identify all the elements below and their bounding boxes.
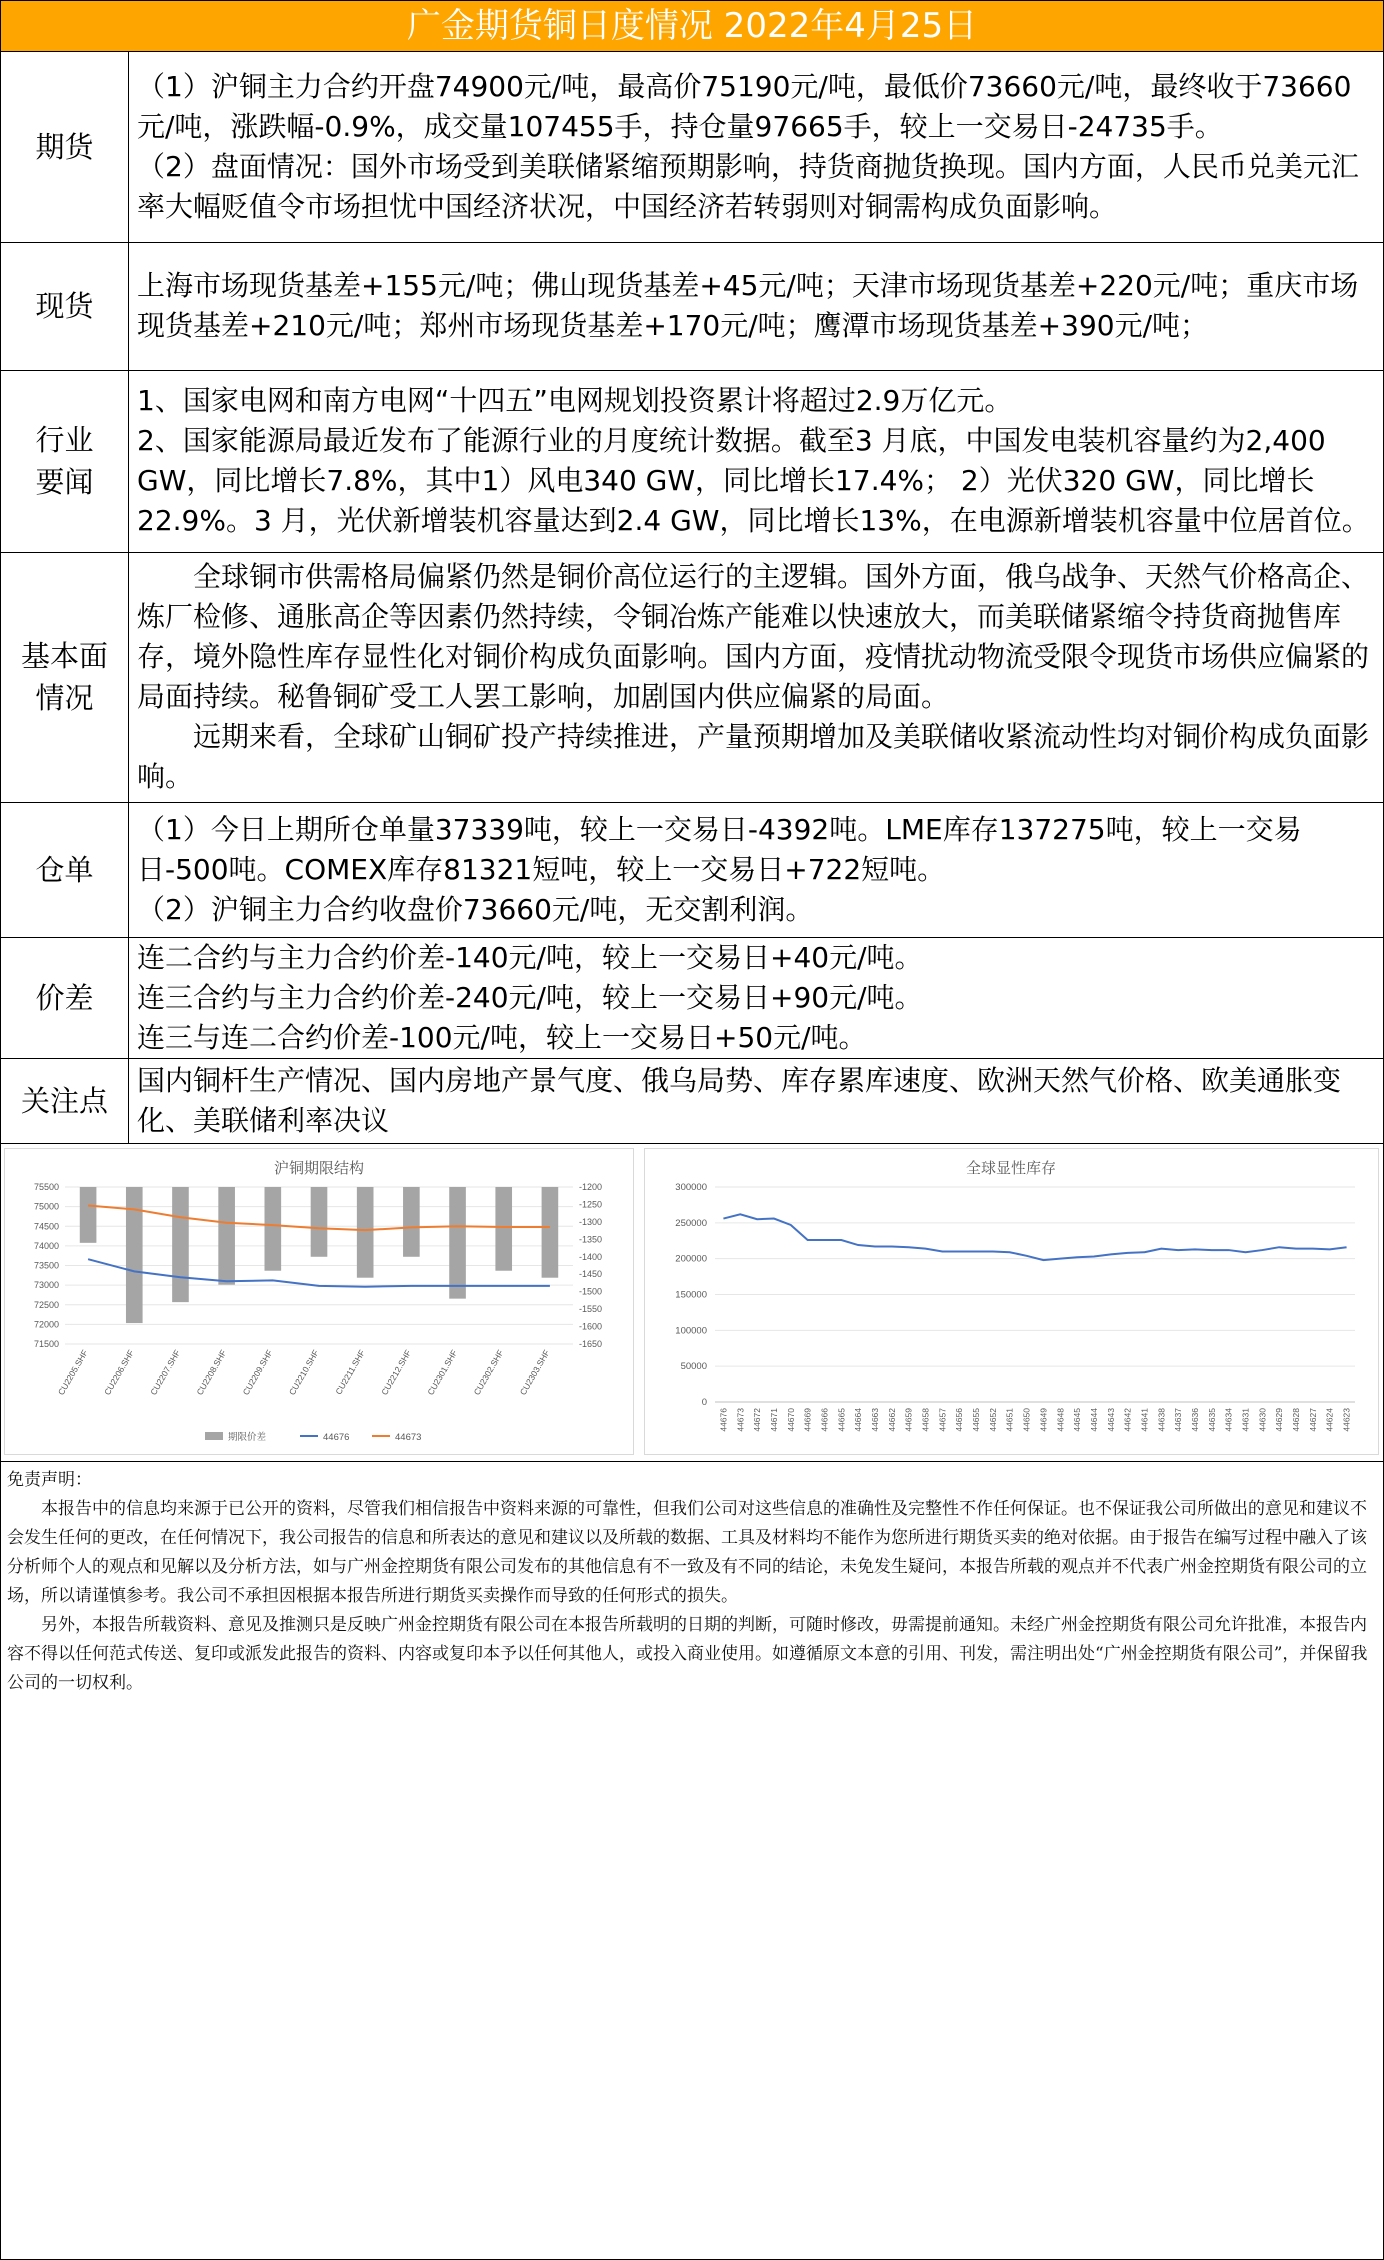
right-tick-label: -1200 xyxy=(579,1181,603,1192)
news-label-line-2: 要闻 xyxy=(35,465,94,499)
y-tick-label: 150000 xyxy=(675,1289,707,1300)
charts-area xyxy=(1,1144,1383,1462)
right-tick-label: -1350 xyxy=(579,1233,603,1244)
fundamentals-paragraph-2: 远期来看，全球矿山铜矿投产持续推进，产量预期增加及美联储收紧流动性均对铜价构成负面影响。 xyxy=(137,720,1370,793)
x-tick-label: 44656 xyxy=(954,1407,965,1432)
x-tick-label: 44648 xyxy=(1055,1407,1066,1432)
left-tick-label: 73000 xyxy=(33,1279,59,1290)
left-tick-label: 72500 xyxy=(33,1299,59,1310)
y-tick-label: 100000 xyxy=(675,1324,707,1336)
x-tick-label: CU2210.SHF xyxy=(286,1347,321,1397)
x-tick-label: 44642 xyxy=(1122,1407,1133,1432)
left-tick-label: 74500 xyxy=(33,1220,59,1231)
news-line-1: 1、国家电网和南方电网“十四五”电网规划投资累计将超过2.9万亿元。 xyxy=(137,384,1013,417)
chart-title: 全球显性库存 xyxy=(965,1159,1057,1177)
news-content xyxy=(129,370,1384,552)
spread-line-1: 连二合约与主力合约价差-140元/吨，较上一交易日+40元/吨。 xyxy=(137,940,923,974)
y-tick-label: 200000 xyxy=(675,1253,707,1265)
bar-spread xyxy=(449,1187,466,1299)
disclaimer-paragraph-1: 本报告中的信息均来源于已公开的资料，尽管我们相信报告中资料来源的可靠性，但我们公司对这些信息的准确性及完整性不作任何保证。也不保证我公司所做出的意见和建议不会发生任何的更改，在任何情况下，我公司报告的信息和所表达的意见和建议以及所载的数据、工具及材料均不能作为您所进行期货买卖的绝对依据。由于报告在编写过程中融入了该分析师个人的观点和见解以及分析方法，如与广州金控期货有限公司发布的其他信息有不一致及有不同的结论，未免发生疑问，本报告所载的观点并不代表广州金控期货有限公司的立场，所以请谨慎参考。我公司不承担因根据本报告所进行期货买卖操作而导致的任何形式的损失。 xyxy=(7,1498,1367,1606)
x-tick-label: 44629 xyxy=(1274,1407,1285,1432)
term-structure-svg xyxy=(5,1149,633,1454)
report-table xyxy=(1,52,1383,1144)
x-tick-label: 44676 xyxy=(718,1407,729,1432)
x-tick-label: 44631 xyxy=(1240,1407,1251,1432)
left-tick-label: 74000 xyxy=(33,1240,59,1251)
right-tick-label: -1400 xyxy=(579,1251,603,1262)
disclaimer-paragraph-2: 另外，本报告所载资料、意见及推测只是反映广州金控期货有限公司在本报告所载明的日期的判断，可随时修改，毋需提前通知。未经广州金控期货有限公司允许批准，本报告内容不得以任何范式传送、复印或派发此报告的资料、内容或复印本予以任何其他人，或投入商业使用。如遵循原文本意的引用、刊发，需注明出处“广州金控期货有限公司”，并保留我公司的一切权利。 xyxy=(7,1614,1368,1693)
chart-title: 沪铜期限结构 xyxy=(273,1159,365,1177)
x-tick-label: 44650 xyxy=(1021,1407,1032,1432)
bar-spread xyxy=(265,1187,282,1271)
x-tick-label: 44665 xyxy=(836,1407,847,1432)
spot-content: 上海市场现货基差+155元/吨；佛山现货基差+45元/吨；天津市场现货基差+220元/吨；重庆市场现货基差+210元/吨；郑州市场现货基差+170元/吨；鹰潭市场现货基差+390元/吨； xyxy=(129,242,1384,370)
right-tick-label: -1300 xyxy=(579,1216,603,1227)
x-tick-label: CU2212.SHF xyxy=(379,1347,414,1397)
warehouse-label: 仓单 xyxy=(1,802,129,937)
news-label-line-1: 行业 xyxy=(35,423,94,457)
x-tick-label: 44664 xyxy=(853,1407,864,1432)
bar-spread xyxy=(311,1187,328,1257)
legend-swatch xyxy=(205,1432,223,1440)
x-tick-label: 44663 xyxy=(870,1407,880,1432)
spread-line-3: 连三与连二合约价差-100元/吨，较上一交易日+50元/吨。 xyxy=(137,1020,867,1054)
warehouse-row xyxy=(1,802,1383,937)
warehouse-line-2: （2）沪铜主力合约收盘价73660元/吨，无交割利润。 xyxy=(137,892,814,926)
series-line-inventory xyxy=(723,1214,1346,1260)
right-tick-label: -1450 xyxy=(579,1268,603,1279)
fundamentals-label-line-2: 情况 xyxy=(35,681,94,715)
x-tick-label: 44649 xyxy=(1038,1407,1049,1432)
bar-spread xyxy=(172,1187,189,1302)
report-title: 广金期货铜日度情况 2022年4月25日 xyxy=(1,1,1383,52)
left-tick-label: 72000 xyxy=(33,1318,59,1329)
x-tick-label: 44628 xyxy=(1291,1407,1302,1432)
left-tick-label: 75000 xyxy=(33,1201,59,1212)
fundamentals-label xyxy=(1,552,129,802)
x-tick-label: 44630 xyxy=(1257,1407,1268,1432)
bar-spread xyxy=(357,1187,374,1278)
x-tick-label: 44658 xyxy=(920,1407,931,1432)
x-tick-label: CU2208.SHF xyxy=(194,1347,229,1397)
spot-row xyxy=(1,242,1383,370)
futures-label: 期货 xyxy=(1,52,129,242)
x-tick-label: 44673 xyxy=(735,1407,746,1432)
bar-spread xyxy=(80,1187,97,1243)
x-tick-label: 44655 xyxy=(971,1407,982,1432)
fundamentals-paragraph-1: 全球铜市供需格局偏紧仍然是铜价高位运行的主逻辑。国外方面，俄乌战争、天然气价格高企、炼厂检修、通胀高企等因素仍然持续，令铜冶炼产能难以快速放大，而美联储紧缩令持货商抛售库存，境外隐性库存显性化对铜价构成负面影响。国内方面，疫情扰动物流受限令现货市场供应偏紧的局面持续。秘鲁铜矿受工人罢工影响，加剧国内供应偏紧的局面。 xyxy=(137,560,1370,713)
x-tick-label: 44637 xyxy=(1173,1407,1184,1432)
x-tick-label: 44652 xyxy=(987,1407,998,1432)
right-tick-label: -1600 xyxy=(579,1321,603,1332)
bar-spread xyxy=(495,1187,512,1271)
global-inventory-chart xyxy=(644,1148,1379,1455)
x-tick-label: CU2205.SHF xyxy=(55,1347,90,1397)
x-tick-label: 44643 xyxy=(1105,1407,1116,1432)
left-tick-label: 71500 xyxy=(33,1338,59,1349)
bar-spread xyxy=(218,1187,235,1285)
term-structure-chart xyxy=(4,1148,634,1455)
x-tick-label: CU2207.SHF xyxy=(148,1347,183,1397)
x-tick-label: 44634 xyxy=(1223,1407,1234,1432)
x-tick-label: 44666 xyxy=(819,1407,830,1432)
focus-row xyxy=(1,1058,1383,1143)
x-tick-label: 44624 xyxy=(1324,1407,1335,1432)
right-tick-label: -1550 xyxy=(579,1303,603,1314)
x-tick-label: CU2303.SHF xyxy=(517,1347,552,1397)
spread-label: 价差 xyxy=(1,937,129,1058)
y-tick-label: 0 xyxy=(701,1396,707,1408)
futures-content xyxy=(129,52,1384,242)
x-tick-label: 44659 xyxy=(903,1407,914,1432)
spread-content xyxy=(129,937,1384,1058)
legend-label: 44673 xyxy=(395,1431,422,1443)
warehouse-line-1: （1）今日上期所仓单量37339吨，较上一交易日-4392吨。LME库存137275吨，较上一交易日-500吨。COMEX库存81321短吨，较上一交易日+722短吨。 xyxy=(137,812,1302,886)
x-tick-label: CU2302.SHF xyxy=(471,1347,506,1397)
x-tick-label: 44644 xyxy=(1088,1407,1099,1432)
focus-label: 关注点 xyxy=(1,1058,129,1143)
futures-row xyxy=(1,52,1383,242)
left-tick-label: 75500 xyxy=(33,1181,59,1192)
x-tick-label: 44657 xyxy=(937,1407,948,1432)
disclaimer-heading: 免责声明： xyxy=(7,1469,92,1490)
x-tick-label: 44635 xyxy=(1206,1407,1217,1432)
x-tick-label: 44636 xyxy=(1190,1407,1200,1432)
legend-label: 44676 xyxy=(323,1431,350,1443)
x-tick-label: 44645 xyxy=(1072,1407,1083,1432)
x-tick-label: 44627 xyxy=(1307,1407,1318,1432)
right-tick-label: -1650 xyxy=(579,1338,603,1349)
bar-spread xyxy=(403,1187,420,1257)
y-tick-label: 250000 xyxy=(675,1217,707,1229)
x-tick-label: 44641 xyxy=(1139,1407,1150,1432)
x-tick-label: 44671 xyxy=(768,1407,779,1432)
fundamentals-label-line-1: 基本面 xyxy=(20,639,108,673)
series-line-44676 xyxy=(88,1259,550,1286)
x-tick-label: 44662 xyxy=(886,1407,897,1432)
right-tick-label: -1250 xyxy=(579,1198,603,1209)
x-tick-label: 44672 xyxy=(752,1407,763,1432)
global-inventory-svg xyxy=(645,1149,1378,1454)
x-tick-label: 44669 xyxy=(802,1407,813,1432)
spot-label: 现货 xyxy=(1,242,129,370)
bar-spread xyxy=(542,1187,559,1278)
fundamentals-row xyxy=(1,552,1383,802)
fundamentals-content xyxy=(129,552,1384,802)
x-tick-label: 44670 xyxy=(785,1407,796,1432)
bar-spread xyxy=(126,1187,143,1323)
left-tick-label: 73500 xyxy=(33,1260,59,1270)
news-line-2: 2、国家能源局最近发布了能源行业的月度统计数据。截至3 月底，中国发电装机容量约为2,400 GW，同比增长7.8%，其中1）风电340 GW，同比增长17.4%； 2）光伏320 GW，同比增长22.9%。3 月，光伏新增装机容量达到2.4 GW，同比增长13%，在电源新增装机容量中位居首位。 xyxy=(137,424,1370,537)
warehouse-content xyxy=(129,802,1384,937)
right-tick-label: -1500 xyxy=(579,1286,603,1297)
x-tick-label: CU2206.SHF xyxy=(102,1347,137,1397)
futures-line-2: （2）盘面情况：国外市场受到美联储紧缩预期影响，持货商抛货换现。国内方面，人民币兑美元汇率大幅贬值令市场担忧中国经济状况，中国经济若转弱则对铜需构成负面影响。 xyxy=(137,149,1359,223)
disclaimer xyxy=(1,1462,1383,1698)
x-tick-label: 44651 xyxy=(1004,1407,1015,1432)
x-tick-label: CU2211.SHF xyxy=(333,1347,367,1396)
x-tick-label: CU2301.SHF xyxy=(425,1347,460,1397)
x-tick-label: CU2209.SHF xyxy=(240,1347,275,1397)
focus-content: 国内铜杆生产情况、国内房地产景气度、俄乌局势、库存累库速度、欧洲天然气价格、欧美通胀变化、美联储利率决议 xyxy=(129,1058,1384,1143)
spread-line-2: 连三合约与主力合约价差-240元/吨，较上一交易日+90元/吨。 xyxy=(137,980,923,1014)
news-row xyxy=(1,370,1383,552)
y-tick-label: 50000 xyxy=(680,1360,707,1372)
y-tick-label: 300000 xyxy=(675,1181,707,1193)
futures-line-1: （1）沪铜主力合约开盘74900元/吨，最高价75190元/吨，最低价73660元/吨，最终收于73660元/吨，涨跌幅-0.9%，成交量107455手，持仓量97665手，较上一交易日-24735手。 xyxy=(137,69,1352,143)
x-tick-label: 44623 xyxy=(1341,1407,1352,1432)
x-tick-label: 44638 xyxy=(1156,1407,1167,1432)
legend-label: 期限价差 xyxy=(228,1431,267,1443)
news-label xyxy=(1,370,129,552)
spread-row xyxy=(1,937,1383,1058)
